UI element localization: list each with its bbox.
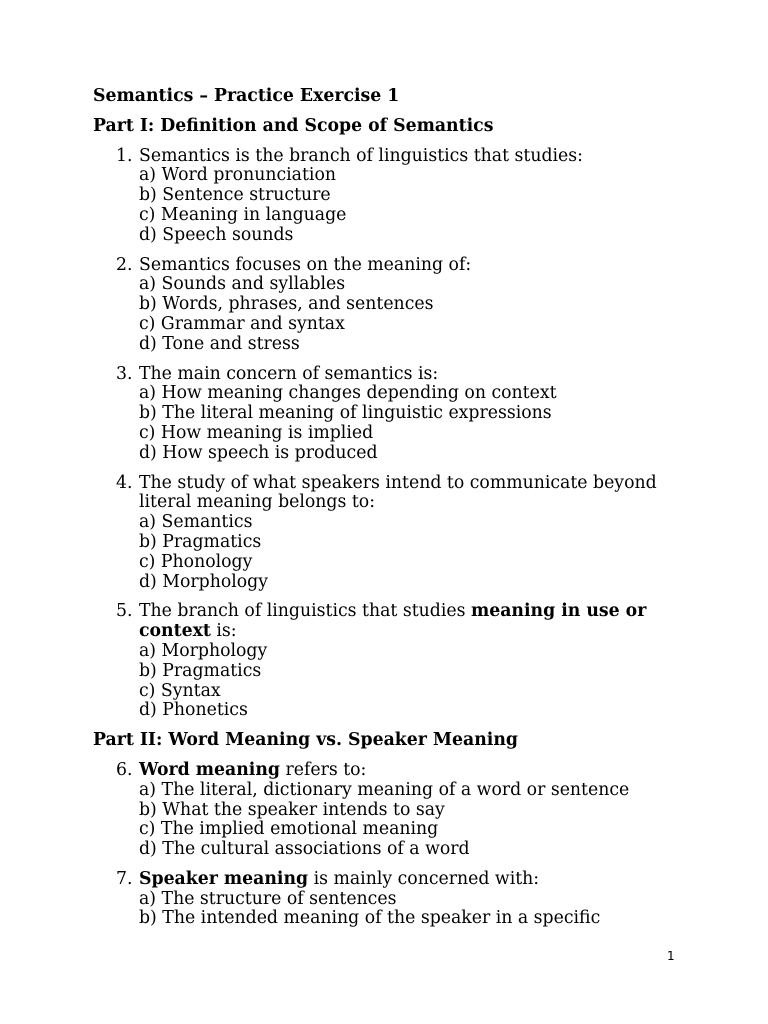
option-d: d) How speech is produced <box>139 442 378 463</box>
question-2 <box>93 256 693 355</box>
stem-emphasis: meaning in use or context <box>139 601 647 642</box>
option-c: c) Syntax <box>139 680 221 701</box>
stem-text-end: refers to: <box>279 759 367 780</box>
question-number: 7. <box>116 868 133 889</box>
question-5 <box>93 602 693 721</box>
option-a: a) The structure of sentences <box>139 888 397 909</box>
option-b: b) Sentence structure <box>139 185 331 206</box>
option-a: a) Semantics <box>139 512 253 533</box>
question-6 <box>93 761 693 860</box>
option-d: d) Morphology <box>139 571 269 592</box>
option-a: a) Word pronunciation <box>139 165 336 186</box>
stem-text: The branch of linguistics that studies <box>139 601 471 622</box>
question-3 <box>93 365 693 464</box>
option-b: b) The literal meaning of linguistic expressions <box>139 403 552 424</box>
question-number: 1. <box>116 145 133 166</box>
option-c: c) Meaning in language <box>139 204 347 225</box>
stem-emphasis: Word meaning <box>139 759 280 780</box>
option-a: a) How meaning changes depending on context <box>139 383 557 404</box>
question-stem: Semantics is the branch of linguistics that studies: <box>139 145 583 166</box>
question-number: 4. <box>116 472 133 493</box>
option-a: a) Morphology <box>139 640 268 661</box>
page-number: 1 <box>667 949 675 963</box>
option-a: a) The literal, dictionary meaning of a word or sentence <box>139 779 630 800</box>
question-stem <box>139 869 539 889</box>
part-1-heading: Part I: Definition and Scope of Semantics <box>93 115 494 136</box>
stem-text-end: is mainly concerned with: <box>308 868 540 889</box>
option-b: b) The intended meaning of the speaker in a specific <box>139 908 601 929</box>
option-d: d) The cultural associations of a word <box>139 839 470 860</box>
part-2-heading: Part II: Word Meaning vs. Speaker Meaning <box>93 730 518 751</box>
question-stem: The study of what speakers intend to communicate beyond literal meaning belongs to: <box>139 472 657 513</box>
option-b: b) What the speaker intends to say <box>139 799 445 820</box>
question-stem <box>139 760 366 780</box>
option-c: c) Grammar and syntax <box>139 313 345 334</box>
document-body <box>93 87 693 939</box>
question-number: 6. <box>116 759 133 780</box>
part-1-question-list <box>93 147 693 722</box>
question-stem <box>139 601 646 641</box>
question-number: 5. <box>116 601 133 622</box>
question-7 <box>93 870 693 929</box>
option-a: a) Sounds and syllables <box>139 274 346 295</box>
stem-emphasis: Speaker meaning <box>139 868 309 889</box>
option-b: b) Pragmatics <box>139 660 262 681</box>
question-stem: Semantics focuses on the meaning of: <box>139 254 472 275</box>
option-c: c) How meaning is implied <box>139 422 374 443</box>
question-stem: The main concern of semantics is: <box>139 363 439 384</box>
option-b: b) Words, phrases, and sentences <box>139 294 434 315</box>
question-4 <box>93 474 693 593</box>
option-d: d) Speech sounds <box>139 224 294 245</box>
document-title: Semantics – Practice Exercise 1 <box>93 86 400 106</box>
option-c: c) The implied emotional meaning <box>139 819 439 840</box>
question-number: 3. <box>116 363 133 384</box>
option-d: d) Tone and stress <box>139 333 300 354</box>
question-number: 2. <box>116 254 133 275</box>
option-b: b) Pragmatics <box>139 531 262 552</box>
option-d: d) Phonetics <box>139 700 248 721</box>
question-1 <box>93 147 693 246</box>
option-c: c) Phonology <box>139 551 253 572</box>
part-2-question-list <box>93 761 693 929</box>
stem-text-end: is: <box>210 621 237 642</box>
